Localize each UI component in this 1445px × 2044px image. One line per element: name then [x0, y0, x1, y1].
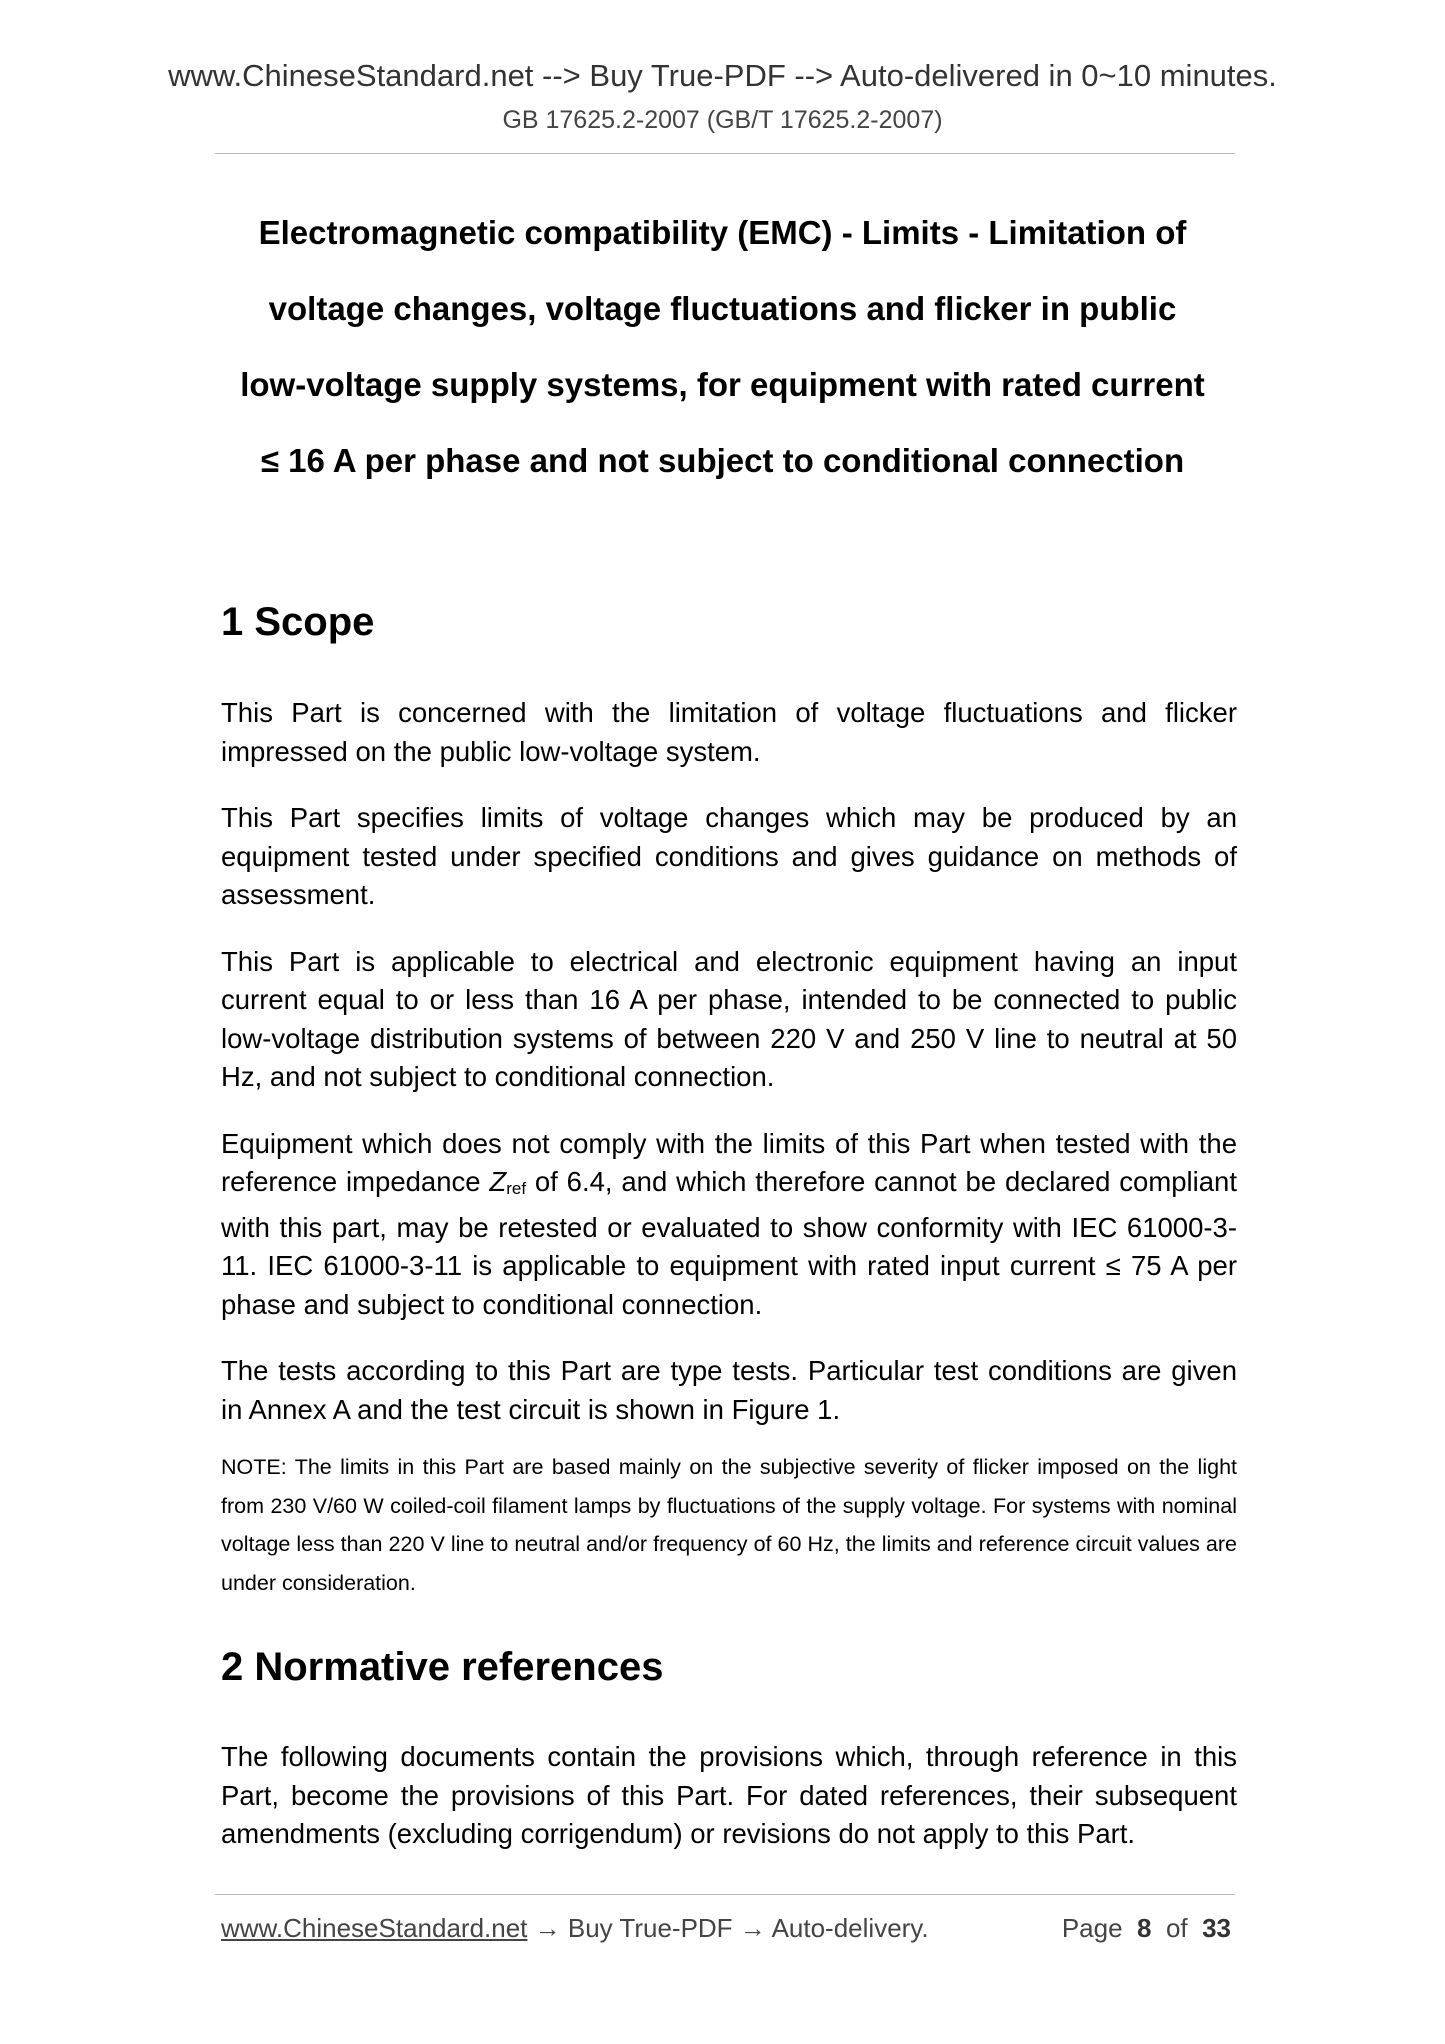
- current-page: 8: [1137, 1913, 1152, 1943]
- page-number: [1062, 1913, 1231, 1944]
- header-line-2: GB 17625.2-2007 (GB/T 17625.2-2007): [502, 106, 943, 134]
- section-1-paragraph-3: This Part is applicable to electrical and electronic equipment having an input current equal to or less than 16 A per phase, intended to be connected to public low-voltage distribution systems of between 220 V and 250 V line to neutral at 50 Hz, and not subject to conditional connection.: [221, 945, 1237, 1092]
- of-label: of: [1165, 1913, 1188, 1943]
- total-pages: 33: [1202, 1913, 1231, 1943]
- title-line-2: voltage changes, voltage fluctuations and flicker in public: [268, 290, 1177, 327]
- section-2-heading: 2 Normative references: [221, 1645, 664, 1689]
- section-2-body: [221, 1738, 1237, 1882]
- section-1-paragraph-2: This Part specifies limits of voltage changes which may be produced by an equipment tested under specified conditions and gives guidance on methods of assessment.: [221, 802, 1237, 910]
- title-line-3: low-voltage supply systems, for equipment with rated current: [240, 366, 1205, 403]
- footer-link[interactable]: www.ChineseStandard.net: [221, 1913, 528, 1943]
- scope-note: NOTE: The limits in this Part are based mainly on the subjective severity of flicker imposed on the light from 230 V/60 W coiled-coil filament lamps by fluctuations of the supply voltage. For systems with nominal voltage less than 220 V line to neutral and/or frequency of 60 Hz, the limits and reference circuit values are under consideration.: [221, 1455, 1237, 1595]
- page-label: Page: [1061, 1913, 1123, 1943]
- ref-subscript: ref: [506, 1179, 527, 1198]
- section-1-paragraph-1: This Part is concerned with the limitation of voltage fluctuations and flicker impressed on the public low-voltage system.: [221, 697, 1237, 767]
- title-line-1: Electromagnetic compatibility (EMC) - Limits - Limitation of: [258, 214, 1187, 251]
- section-1-heading: 1 Scope: [221, 600, 375, 644]
- z-symbol: Z: [489, 1166, 507, 1197]
- header-line-1: www.ChineseStandard.net --> Buy True-PDF --> Auto-delivered in 0~10 minutes.: [168, 58, 1277, 93]
- title-line-4: ≤ 16 A per phase and not subject to conditional connection: [260, 442, 1185, 479]
- document-title: [0, 195, 1445, 499]
- header-divider: [215, 153, 1235, 154]
- paragraph-4-text-a: Equipment which does not comply with the limits of this Part when tested with the reference impedance: [221, 1127, 1237, 1197]
- footer-divider: [215, 1894, 1235, 1895]
- section-1-paragraph-4: [221, 1125, 1237, 1325]
- footer-text: → Buy True-PDF → Auto-delivery.: [527, 1913, 929, 1943]
- section-1-body: [221, 694, 1237, 1457]
- section-2-paragraph-1: The following documents contain the provisions which, through reference in this Part, become the provisions of this Part. For dated references, their subsequent amendments (excluding corrigendum) or revisions do not apply to this Part.: [221, 1741, 1237, 1849]
- section-1-paragraph-5: The tests according to this Part are type tests. Particular test conditions are given in Annex A and the test circuit is shown in Figure 1.: [221, 1355, 1237, 1425]
- paragraph-4-text-b: of 6.4, and which therefore cannot be declared compliant with this part, may be retested or evaluated to show conformity with IEC 61000-3-11. IEC 61000-3-11 is applicable to equipment with rated input current ≤ 75 A per phase and subject to conditional connection.: [221, 1166, 1237, 1320]
- page-footer: [221, 1913, 1231, 1944]
